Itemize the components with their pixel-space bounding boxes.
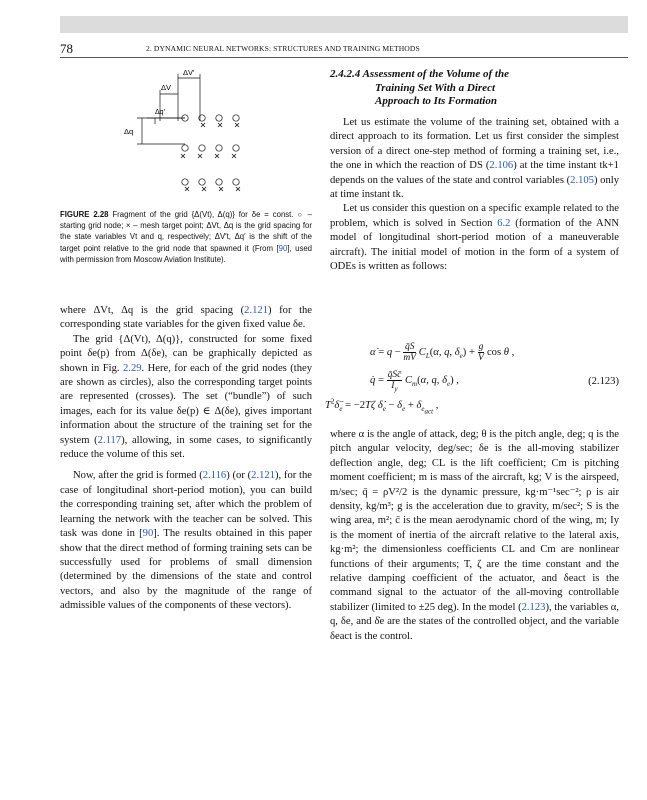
caption-text: Fragment of the grid {Δ(Vt), Δ(q)} for δe = const. ○ – starting grid node; × – mesh target point; ΔVt, Δq is the grid spacing for the state variables Vt and q, respectively; ΔV′t, Δq′ is the shift of the target point relative to the grid node that spawned it (From [ — [60, 210, 313, 253]
grid-node — [216, 145, 222, 151]
target-points — [181, 123, 240, 191]
section-title — [330, 68, 590, 109]
top-bar — [60, 16, 628, 33]
grid-node — [233, 145, 239, 151]
left-paragraph-1: where ΔVt, Δq is the grid spacing (2.121) for the corresponding state variables for the given fixed value δe. — [60, 305, 313, 331]
ref-link[interactable]: 2.105 — [570, 174, 594, 186]
grid-node — [199, 145, 205, 151]
ref-link[interactable]: 2.121 — [244, 305, 268, 316]
section-title-line-2: Training Set With a Direct — [375, 81, 496, 94]
grid-node — [233, 115, 239, 121]
dq-prime-label: Δq′ — [155, 109, 165, 116]
section-title-line-3: Approach to Its Formation — [375, 95, 497, 108]
grid-node — [233, 179, 239, 185]
left-paragraph-2: The grid {Δ(Vt), Δ(q)}, constructed for some fixed point δe(p) from Δ(δe), can be graphically depicted as shown in Fig. 2.29. Here, for each of the grid nodes (they are shown as circles), also the corresponding target points are represented (crosses). The set (“bundle”) of such images, each for its value δe(p) ∈ Δ(δe), gives important information about the structure of the training set for the system (2.117), allowing, in some cases, to significantly reduce the volume of this set. — [60, 333, 312, 461]
equation-q: q̇ = $\frac{q̄Sc̄}{I_y}$ $C_m(\alpha$, q, $\delta_e$) , — [370, 370, 459, 393]
section-title-line-1: Assessment of the Volume of the — [362, 68, 509, 80]
equation-block — [325, 338, 619, 422]
caption-label: FIGURE 2.28 — [60, 210, 109, 219]
ref-link[interactable]: 2.121 — [251, 470, 275, 482]
ref-link[interactable]: 2.106 — [489, 160, 514, 172]
figure-grid — [115, 66, 255, 201]
right-paragraph-1: Let us estimate the volume of the training set, obtained with a direct approach to its formation. Let us first consider the simplest version of a direct one-step method of forming a training set, i.e., the one in which the reaction of DS (2.106) at the time instant tk+1 depends on the values of the state and control variables (2.105) only at time instant tk. — [330, 117, 620, 201]
caption-tail: ], used with permission from Moscow Aviation Institute). — [60, 243, 313, 264]
dv-prime-label: ΔV′ — [183, 68, 195, 77]
page-number: 78 — [60, 41, 73, 56]
ref-link[interactable]: 2.29 — [123, 362, 142, 374]
dv-label: ΔV — [161, 83, 172, 92]
caption-ref[interactable]: 90 — [278, 243, 288, 253]
left-column — [60, 304, 312, 614]
left-paragraph-3: Now, after the grid is formed (2.116) (or (2.121), for the case of longitudinal short-period motion), you can build the corresponding training set, after which the problem of learning the network with the teacher can be solved. This task was done in [90]. The results obtained in this paper show that the direct method of forming training sets can be successfully used for problems of small dimension (determined by the dimensions of the state and control vectors, and also by the magnitude of the range of admissible values of the components of these vectors). — [60, 470, 312, 612]
ref-link[interactable]: 2.123 — [521, 601, 546, 613]
equation-alpha: α̇ = q − $\frac{q̄S}{mV}$ $C_L(\alpha$, q, $\delta_e$) + $\frac{g}{V}$ cos θ , — [370, 342, 515, 363]
right-paragraph-2: Let us consider this question on a specific example related to the problem, which is solved in Section 6.2 (formation of the ANN model of longitudinal short-period motion of a maneuverable aircraft). The initial model of motion in the form of a system of ODEs is written as follows: — [330, 203, 619, 273]
ref-link[interactable]: 2.117 — [97, 434, 122, 446]
grid-node — [182, 145, 188, 151]
figure-caption — [60, 209, 312, 265]
grid-node — [199, 179, 205, 185]
grid-node — [216, 115, 222, 121]
ref-link[interactable]: 6.2 — [497, 217, 511, 229]
running-head: 2. DYNAMIC NEURAL NETWORKS: STRUCTURES AND TRAINING METHODS — [146, 44, 420, 53]
grid-node — [182, 179, 188, 185]
section-number: 2.4.2.4 — [330, 68, 361, 80]
ref-link[interactable]: 90 — [142, 528, 154, 540]
dq-label: Δq — [124, 127, 134, 136]
right-column-bottom — [330, 428, 619, 644]
ref-link[interactable]: 2.116 — [202, 470, 227, 482]
equation-number: (2.123) — [588, 376, 619, 387]
right-paragraph-3: where α is the angle of attack, deg; θ is the pitch angle, deg; q is the pitch angular velocity, deg/sec; δe is the all-moving stabilizer deflection angle, deg; CL is the lift coefficient; Cm is pitching moment coefficient; m is mass of the aircraft, kg; V is the airspeed, m/sec; q̄ = ρV²/2 is the dynamic pressure, kg·m⁻¹sec⁻²; ρ is air density, kg/m³; g is the acceleration due to gravity, m/sec²; S is the wing area, m²; c̄ is the mean aerodynamic chord of the wing, m; Iy is the moment of inertia of the aircraft relative to the lateral axis, kg·m²; the dimensionless coefficients CL and Cm are nonlinear functions of their arguments; T, ζ are the time constant and the relative damping coefficient of the actuator, and δeact is the command signal to the actuator of the all-moving controllable stabilizer (limited to ±25 deg). In the model (2.123), the variables α, q, δe, and δ̇e are the states of the controlled object, and the variable δeact is the control. — [330, 429, 620, 642]
right-column-top — [330, 116, 619, 274]
grid-node — [216, 179, 222, 185]
equation-delta: $T^2\deltä_e = -2T\zeta$ $\deltȧ_e - \delta_e + \delta_{e_{act}}$ , — [325, 397, 439, 416]
header-rule — [60, 57, 628, 58]
